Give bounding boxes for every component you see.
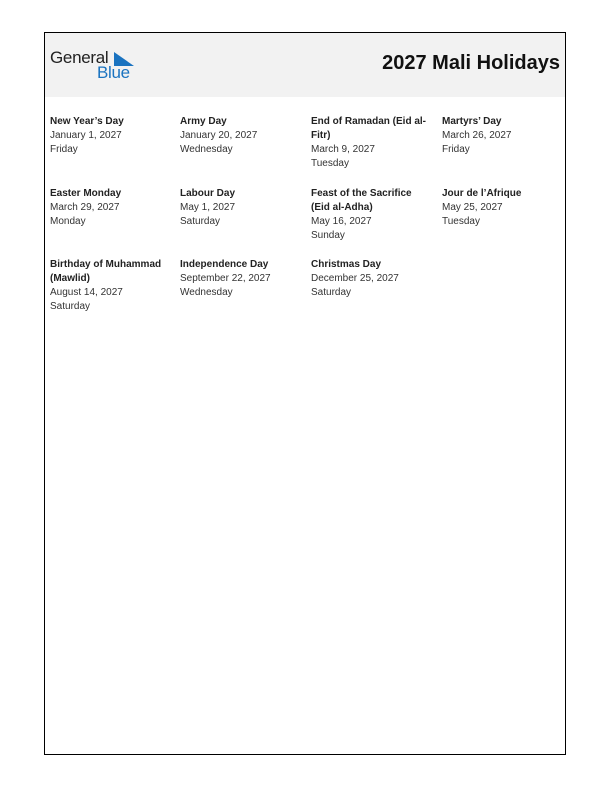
- holiday-name: Easter Monday: [50, 188, 122, 199]
- holiday-weekday: Tuesday: [442, 216, 480, 227]
- holiday-date: September 22, 2027: [180, 273, 271, 284]
- holiday-name: Independence Day: [180, 259, 269, 270]
- generalblue-logo: [50, 48, 140, 84]
- holiday-weekday: Friday: [50, 144, 78, 155]
- holiday-name: Labour Day: [180, 188, 236, 199]
- holiday-item: [50, 187, 172, 229]
- holiday-weekday: Tuesday: [311, 158, 349, 169]
- holiday-date: January 20, 2027: [180, 130, 258, 141]
- holiday-weekday: Wednesday: [180, 144, 233, 155]
- holiday-weekday: Friday: [442, 144, 470, 155]
- holiday-item: [180, 115, 302, 157]
- holiday-date: May 25, 2027: [442, 202, 503, 213]
- holiday-item: [180, 187, 302, 229]
- holiday-name: Army Day: [180, 116, 227, 127]
- holiday-date: May 1, 2027: [180, 202, 236, 213]
- holiday-name: Christmas Day: [311, 259, 382, 270]
- holiday-date: May 16, 2027: [311, 216, 372, 227]
- holiday-item: [442, 115, 564, 157]
- holiday-name: Martyrs’ Day: [442, 116, 502, 127]
- holiday-date: March 26, 2027: [442, 130, 512, 141]
- holiday-weekday: Saturday: [180, 216, 221, 227]
- holiday-weekday: Saturday: [50, 301, 91, 312]
- holiday-weekday: Monday: [50, 216, 86, 227]
- logo-blue-text: Blue: [97, 63, 130, 82]
- holiday-name: New Year’s Day: [50, 116, 124, 127]
- holiday-name: Feast of the Sacrifice (Eid al-Adha): [311, 188, 412, 213]
- holiday-name: Jour de l’Afrique: [442, 188, 522, 199]
- page-title: 2027 Mali Holidays: [382, 52, 560, 74]
- holiday-name: End of Ramadan (Eid al-Fitr): [311, 116, 427, 141]
- holiday-weekday: Saturday: [311, 287, 352, 298]
- holiday-weekday: Sunday: [311, 230, 345, 241]
- holiday-item: [311, 187, 433, 243]
- holiday-date: August 14, 2027: [50, 287, 123, 298]
- holiday-name: Birthday of Muhammad (Mawlid): [50, 259, 162, 284]
- holiday-item: [180, 258, 302, 300]
- holiday-item: [442, 187, 564, 229]
- holiday-item: [50, 258, 172, 314]
- logo-general-text: General: [50, 48, 109, 67]
- holiday-date: March 29, 2027: [50, 202, 120, 213]
- holiday-item: [50, 115, 172, 157]
- holiday-item: [311, 115, 433, 171]
- holiday-page: [44, 32, 566, 755]
- holiday-weekday: Wednesday: [180, 287, 233, 298]
- holiday-date: December 25, 2027: [311, 273, 399, 284]
- holiday-item: [311, 258, 433, 300]
- page-header: [45, 33, 565, 97]
- holiday-date: March 9, 2027: [311, 144, 375, 155]
- holiday-date: January 1, 2027: [50, 130, 122, 141]
